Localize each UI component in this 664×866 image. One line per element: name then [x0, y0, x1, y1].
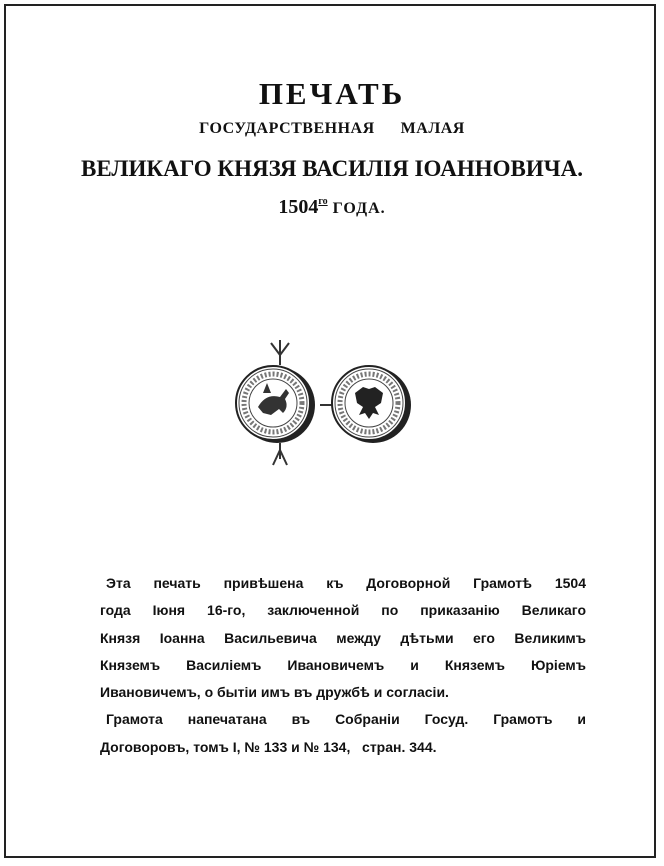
- seal-reverse-icon: [332, 366, 411, 443]
- text-line: Эта печать привѣшена къ Договорной Грамотѣ 1504: [106, 575, 586, 591]
- text-line: Ивановичемъ, о бытіи имъ въ дружбѣ и согласіи.: [100, 684, 449, 701]
- page-title: ПЕЧАТЬ: [258, 76, 406, 111]
- seal-obverse-icon: [236, 366, 315, 443]
- text-line: Князя Іоанна Васильевича между дѣтьми его Великимъ: [100, 629, 586, 646]
- year-suffix: го: [318, 196, 328, 207]
- paragraph-1: [100, 570, 586, 706]
- year-line: [0, 196, 664, 219]
- text-line: Княземъ Василіемъ Ивановичемъ и Княземъ Юріемъ: [100, 656, 586, 673]
- year-word: ГОДА.: [332, 200, 386, 217]
- subtitle-left: ГОСУДАРСТВЕННАЯ: [199, 120, 375, 137]
- subtitle-right: МАЛАЯ: [400, 120, 465, 137]
- year: 1504: [278, 196, 319, 218]
- description-text: [100, 570, 586, 761]
- seal-illustration: [225, 335, 435, 470]
- subtitle: [0, 120, 664, 138]
- paragraph-2: [100, 706, 586, 761]
- heading: ВЕЛИКАГО КНЯЗЯ ВАСИЛІЯ ІОАННОВИЧА.: [81, 156, 583, 181]
- text-line: Договоровъ, томъ I, № 133 и № 134, стран. 344.: [100, 738, 437, 755]
- text-line: Грамота напечатана въ Собраніи Госуд. Грамотъ и: [106, 711, 586, 728]
- text-line: года Іюня 16-го, заключенной по приказанію Великаго: [100, 602, 586, 619]
